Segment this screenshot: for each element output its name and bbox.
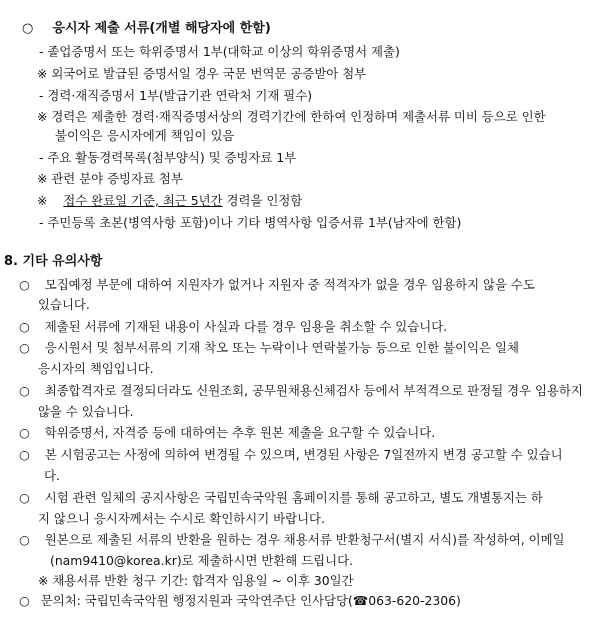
doc-note-foreign-language: ※ 외국어로 발급된 증명서일 경우 국문 번역문 공증받아 첨부 xyxy=(37,66,367,82)
other-section-heading: 8. 기타 유의사항 xyxy=(4,254,103,270)
note-line-cont: 있습니다. xyxy=(38,297,90,313)
doc-item-activity-list: - 주요 활동경력목록(첨부양식) 및 증빙자료 1부 xyxy=(39,149,297,165)
note-text: 최종합격자로 결정되더라도 신원조회, 공무원채용신체검사 등에서 부적격으로 판정될 경우 임용하지 xyxy=(44,383,583,399)
note-text: 시험 관련 일체의 공지사항은 국립민속국악원 홈페이지를 통해 공고하고, 별도 개별통지는 하 xyxy=(44,489,543,505)
note-line xyxy=(19,319,447,335)
note-line xyxy=(19,340,519,356)
note-line xyxy=(19,532,565,548)
doc-item-career-certificate: - 경력·재직증명서 1부(발급기관 연락처 기재 필수) xyxy=(39,87,313,103)
note-line-cont: 다. xyxy=(44,467,60,483)
note-contact xyxy=(19,593,461,609)
note-text: 원본으로 제출된 서류의 반환을 원하는 경우 채용서류 반환청구서(별지 서식)를 작성하여, 이메일 xyxy=(44,532,565,547)
note-bullet: ○ xyxy=(19,425,30,441)
docs-section-title: 응시자 제출 서류(개별 해당자에 한함) xyxy=(52,20,271,36)
note-text: 문의처: 국립민속국악원 행정지원과 국악연주단 인사담당(☎063-620-2306) xyxy=(40,592,461,608)
docs-bullet: ○ xyxy=(22,20,34,36)
note-line xyxy=(19,383,583,399)
note-text: 모집예정 부문에 대하여 지원자가 없거나 지원자 중 적격자가 없을 경우 임용하지 않을 수도 xyxy=(44,276,535,292)
note-text: 본 시험공고는 사정에 의하여 변경될 수 있으며, 변경된 사항은 7일전까지 변경 공고할 수 있습니 xyxy=(44,446,563,462)
note-bullet: ○ xyxy=(19,446,30,462)
note-bullet: ○ xyxy=(19,489,30,505)
note-line-cont: 않을 수 있습니다. xyxy=(38,403,134,419)
note-line xyxy=(19,490,543,506)
doc-note-career-period: ※ 경력은 제출한 경력·재직증명서상의 경력기간에 한하여 인정하며 제출서류 미비 등으로 인한 xyxy=(37,108,546,124)
note-bullet: ○ xyxy=(19,276,30,292)
note-bullet: ○ xyxy=(19,340,30,356)
doc-note-evidence: ※ 관련 분야 증빙자료 첨부 xyxy=(37,171,183,187)
note-bullet: ○ xyxy=(19,532,30,547)
note-line-email: (nam9410@korea.kr)로 제출하시면 반환해 드립니다. xyxy=(50,552,354,568)
note-line xyxy=(19,425,435,441)
note-line-cont: 지 않으니 응시자께서는 수시로 확인하시기 바랍니다. xyxy=(38,510,325,526)
note-line-cont: 응시자의 책임입니다. xyxy=(38,360,154,376)
doc-item-resident-registration: - 주민등록 초본(병역사항 포함)이나 기타 병역사항 입증서류 1부(남자에 한함) xyxy=(39,215,462,231)
note-return-period: ※ 채용서류 반환 청구 기간: 합격자 임용일 ~ 이후 30일간 xyxy=(38,572,354,588)
note-bullet: ○ xyxy=(19,592,30,608)
note-mark: ※ xyxy=(37,192,48,208)
note-bullet: ○ xyxy=(19,383,30,399)
underlined-period: 접수 완료일 기준, 최근 5년간 xyxy=(63,192,223,208)
doc-note-recent-5-years xyxy=(37,193,302,209)
docs-section-heading xyxy=(22,21,271,37)
note-tail: 경력을 인정함 xyxy=(226,192,303,208)
note-text: 학위증명서, 자격증 등에 대하여는 추후 원본 제출을 요구할 수 있습니다. xyxy=(44,425,436,441)
note-line xyxy=(19,277,535,293)
doc-item-diploma: - 졸업증명서 또는 학위증명서 1부(대학교 이상의 학위증명서 제출) xyxy=(39,43,400,59)
note-line xyxy=(19,447,563,463)
doc-note-career-period-cont: 불이익은 응시자에게 책임이 있음 xyxy=(55,128,235,144)
note-bullet: ○ xyxy=(19,318,30,334)
note-text: 응시원서 및 첨부서류의 기재 착오 또는 누락이나 연락불가능 등으로 인한 불이익은 일체 xyxy=(44,340,519,356)
note-text: 제출된 서류에 기재된 내용이 사실과 다를 경우 임용을 취소할 수 있습니다. xyxy=(44,318,448,334)
